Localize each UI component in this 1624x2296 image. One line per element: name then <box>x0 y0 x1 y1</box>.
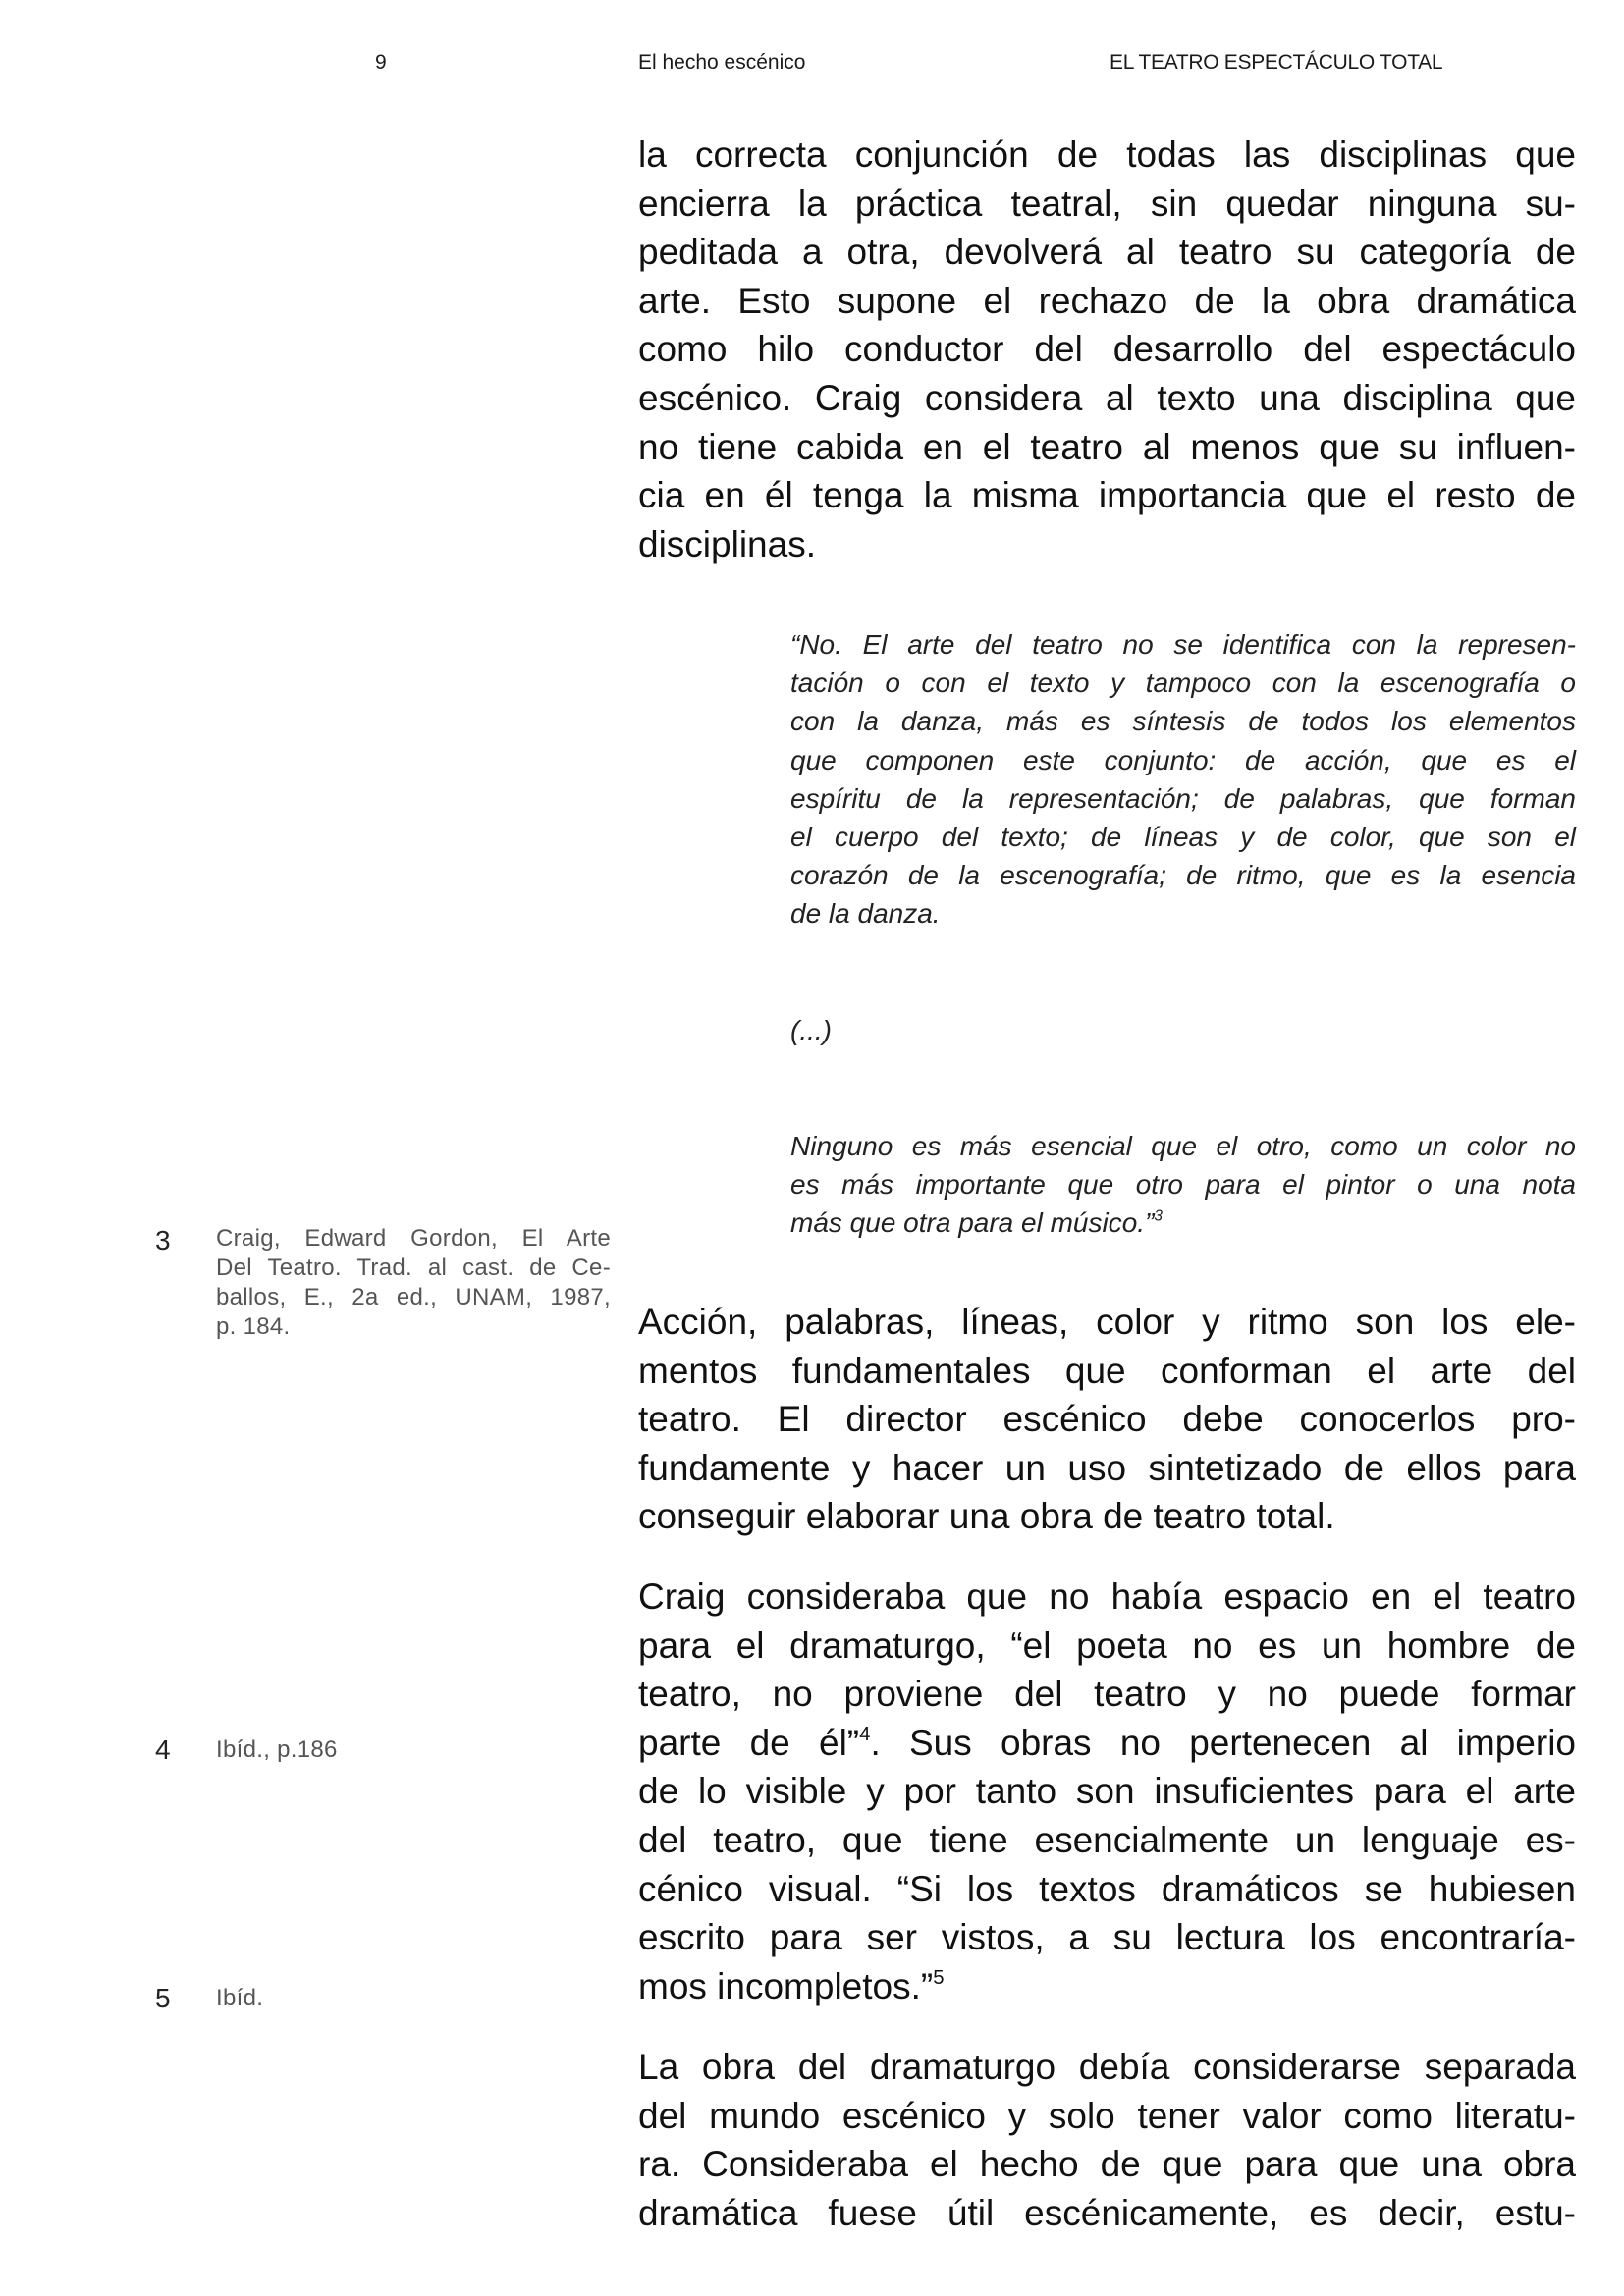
text-line: cénico visual. “Si los textos dramáticos se hubiesen <box>638 1868 1576 1909</box>
body-paragraph-2 <box>638 1298 1576 1541</box>
text-line: como hilo conductor del desarrollo del espectáculo <box>638 329 1576 370</box>
quote-line: que componen este conjunto: de acción, que es el <box>790 744 1576 775</box>
text-line: encierra la práctica teatral, sin quedar ninguna su- <box>638 183 1576 224</box>
text-line: peditada a otra, devolverá al teatro su categoría de <box>638 232 1576 273</box>
body-paragraph-3 <box>638 1573 1576 2010</box>
text-line <box>638 1719 1576 1768</box>
text-line: teatro. El director escénico debe conocerlos pro- <box>638 1399 1576 1440</box>
quote-line: el cuerpo del texto; de líneas y de color, que son el <box>790 822 1576 853</box>
quote-line: espíritu de la representación; de palabras, que forman <box>790 782 1576 814</box>
body-paragraph-4 <box>638 2043 1576 2237</box>
text-line: del teatro, que tiene esencialmente un lenguaje es- <box>638 1819 1576 1860</box>
quote-line: Ninguno es más esencial que el otro, como un color no <box>790 1131 1576 1161</box>
text-line: conseguir elaborar una obra de teatro total. <box>638 1496 1335 1537</box>
text-line: no tiene cabida en el teatro al menos que su influen- <box>638 426 1576 467</box>
footnote-5-text <box>216 1984 611 2013</box>
footnote-line: ballos, E., 2a ed., UNAM, 1987, <box>216 1284 611 1310</box>
text-line: la correcta conjunción de todas las disciplinas que <box>638 134 1576 175</box>
footnote-reference-3[interactable]: 3 <box>1154 1207 1163 1225</box>
text-line: para el dramaturgo, “el poeta no es un hombre de <box>638 1625 1576 1666</box>
text-line: de lo visible y por tanto son insuficientes para el arte <box>638 1771 1576 1812</box>
text-line: mentos fundamentales que conforman el arte del <box>638 1350 1576 1391</box>
footnote-line: Del Teatro. Trad. al cast. de Ce- <box>216 1255 611 1281</box>
header-section-title: El hecho escénico <box>638 51 806 74</box>
text-line: ra. Consideraba el hecho de que para que una obra <box>638 2144 1576 2185</box>
quote-line: tación o con el texto y tampoco con la escenografía o <box>790 667 1576 699</box>
text-line: teatro, no proviene del teatro y no puede formar <box>638 1674 1576 1715</box>
footnote-4-number: 4 <box>155 1735 171 1765</box>
quote-line: con la danza, más es síntesis de todos los elementos <box>790 706 1576 737</box>
quote-line <box>790 1203 1576 1242</box>
text-line <box>638 1962 1576 2011</box>
text-line: disciplinas. <box>638 523 816 564</box>
text-line: dramática fuese útil escénicamente, es decir, estu- <box>638 2192 1576 2233</box>
quote-line: corazón de la escenografía; de ritmo, que es la esencia <box>790 860 1576 891</box>
header-page-number: 9 <box>375 51 387 74</box>
quote-ellipsis-text: (...) <box>790 1015 832 1045</box>
footnote-4-text <box>216 1735 611 1765</box>
footnote-line: Ibíd. <box>216 1985 264 2011</box>
quote-line: “No. El arte del teatro no se identifica con la represen- <box>790 629 1576 660</box>
footnote-line: p. 184. <box>216 1313 291 1340</box>
block-quote-1 <box>790 625 1576 934</box>
text-segment: . Sus obras no pertenecen al imperio <box>870 1722 1576 1763</box>
text-segment: mos incompletos.” <box>638 1965 934 2006</box>
text-line: cia en él tenga la misma importancia que el resto de <box>638 475 1576 516</box>
text-line: escénico. Craig considera al texto una disciplina que <box>638 377 1576 418</box>
footnote-5-number: 5 <box>155 1983 171 2013</box>
footnote-reference-5[interactable]: 5 <box>933 1966 945 1989</box>
text-line: La obra del dramaturgo debía considerarse separada <box>638 2047 1576 2087</box>
block-quote-2 <box>790 1127 1576 1243</box>
text-line: del mundo escénico y solo tener valor como literatu- <box>638 2095 1576 2136</box>
quote-line: de la danza. <box>790 898 941 930</box>
text-line: Acción, palabras, líneas, color y ritmo son los ele- <box>638 1302 1576 1342</box>
text-line: arte. Esto supone el rechazo de la obra dramática <box>638 280 1576 321</box>
text-line: Craig consideraba que no había espacio en el teatro <box>638 1576 1576 1617</box>
body-paragraph-1 <box>638 131 1576 568</box>
text-line: escrito para ser vistos, a su lectura los encontraría- <box>638 1917 1576 1958</box>
footnote-reference-4[interactable]: 4 <box>859 1723 871 1745</box>
footnote-line: Craig, Edward Gordon, El Arte <box>216 1225 611 1252</box>
footnote-3-number: 3 <box>155 1225 171 1255</box>
quote-ellipsis <box>790 1011 1576 1049</box>
quote-line-text: más que otra para el músico.” <box>790 1207 1155 1239</box>
text-line: fundamente y hacer un uso sintetizado de ellos para <box>638 1447 1576 1488</box>
footnote-3-text <box>216 1224 611 1342</box>
text-segment: parte de él” <box>638 1722 860 1763</box>
footnote-line: Ibíd., p.186 <box>216 1736 338 1763</box>
quote-line: es más importante que otro para el pintor o una nota <box>790 1169 1576 1201</box>
header-chapter-title: EL TEATRO ESPECTÁCULO TOTAL <box>1110 51 1443 74</box>
